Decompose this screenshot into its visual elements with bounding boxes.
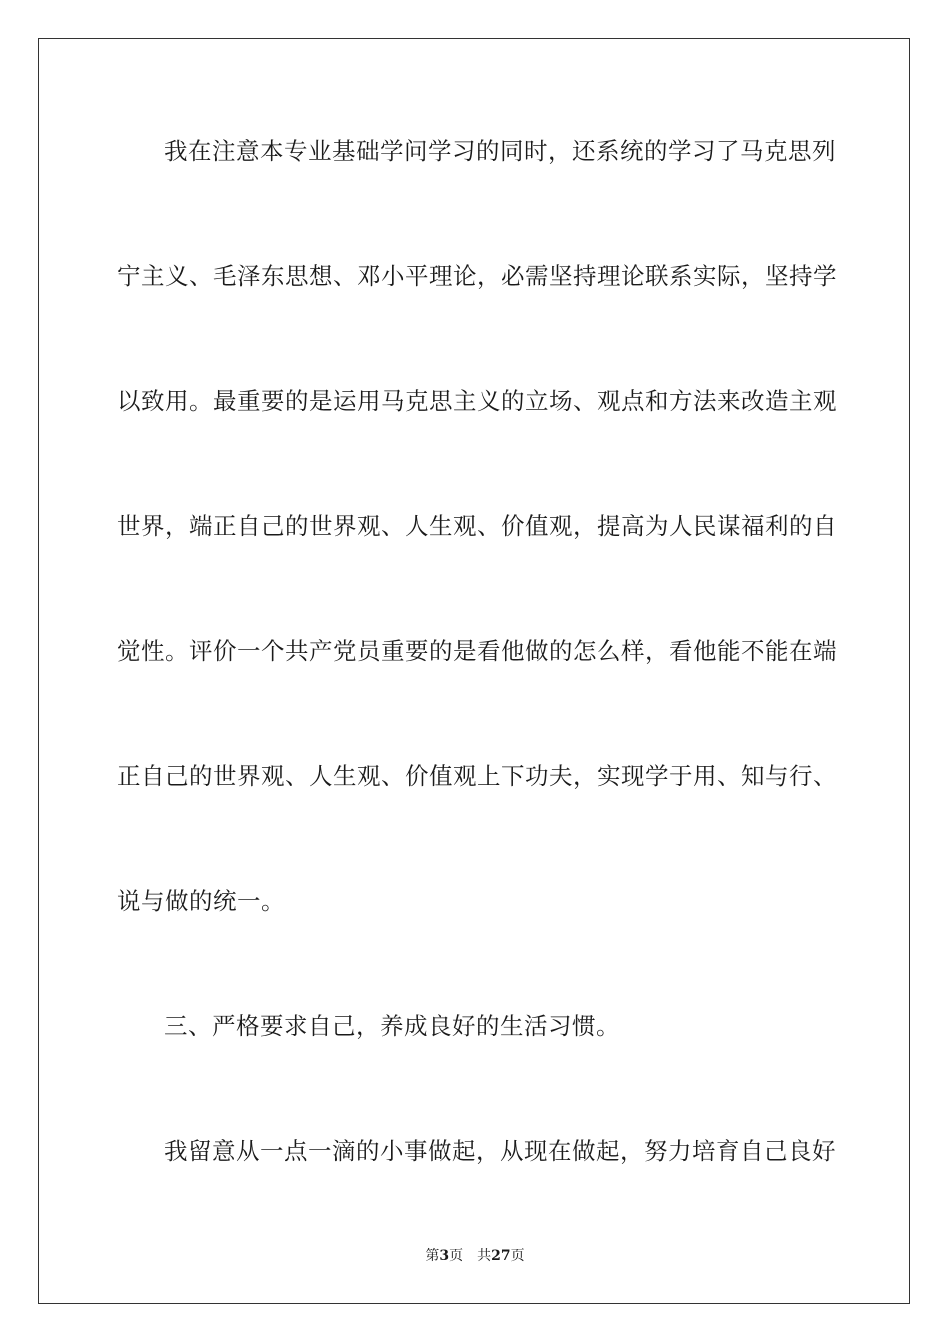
footer-total-pages: 27 [491, 1248, 511, 1264]
page-border [38, 38, 910, 1304]
page-footer [0, 1247, 950, 1265]
body-line-1: 我在注意本专业基础学问学习的同时，还系统的学习了马克思列 [164, 137, 836, 165]
body-line-3: 以致用。最重要的是运用马克思主义的立场、观点和方法来改造主观 [117, 387, 837, 415]
footer-total-suffix: 页 [510, 1248, 525, 1264]
body-line-6: 正自己的世界观、人生观、价值观上下功夫，实现学于用、知与行、 [117, 762, 837, 790]
body-line-2: 宁主义、毛泽东思想、邓小平理论，必需坚持理论联系实际，坚持学 [117, 262, 837, 290]
footer-page-number: 3 [439, 1248, 450, 1264]
footer-page-prefix: 第 [425, 1248, 440, 1264]
body-line-7: 说与做的统一。 [117, 887, 285, 915]
footer-total-prefix: 共 [477, 1248, 492, 1264]
footer-page-suffix: 页 [449, 1248, 464, 1264]
body-line-5: 觉性。评价一个共产党员重要的是看他做的怎么样，看他能不能在端 [117, 637, 837, 665]
body-line-9: 我留意从一点一滴的小事做起，从现在做起，努力培育自己良好 [164, 1137, 836, 1165]
body-line-4: 世界，端正自己的世界观、人生观、价值观，提高为人民谋福利的自 [117, 512, 837, 540]
section-heading: 三、严格要求自己，养成良好的生活习惯。 [164, 1012, 620, 1040]
